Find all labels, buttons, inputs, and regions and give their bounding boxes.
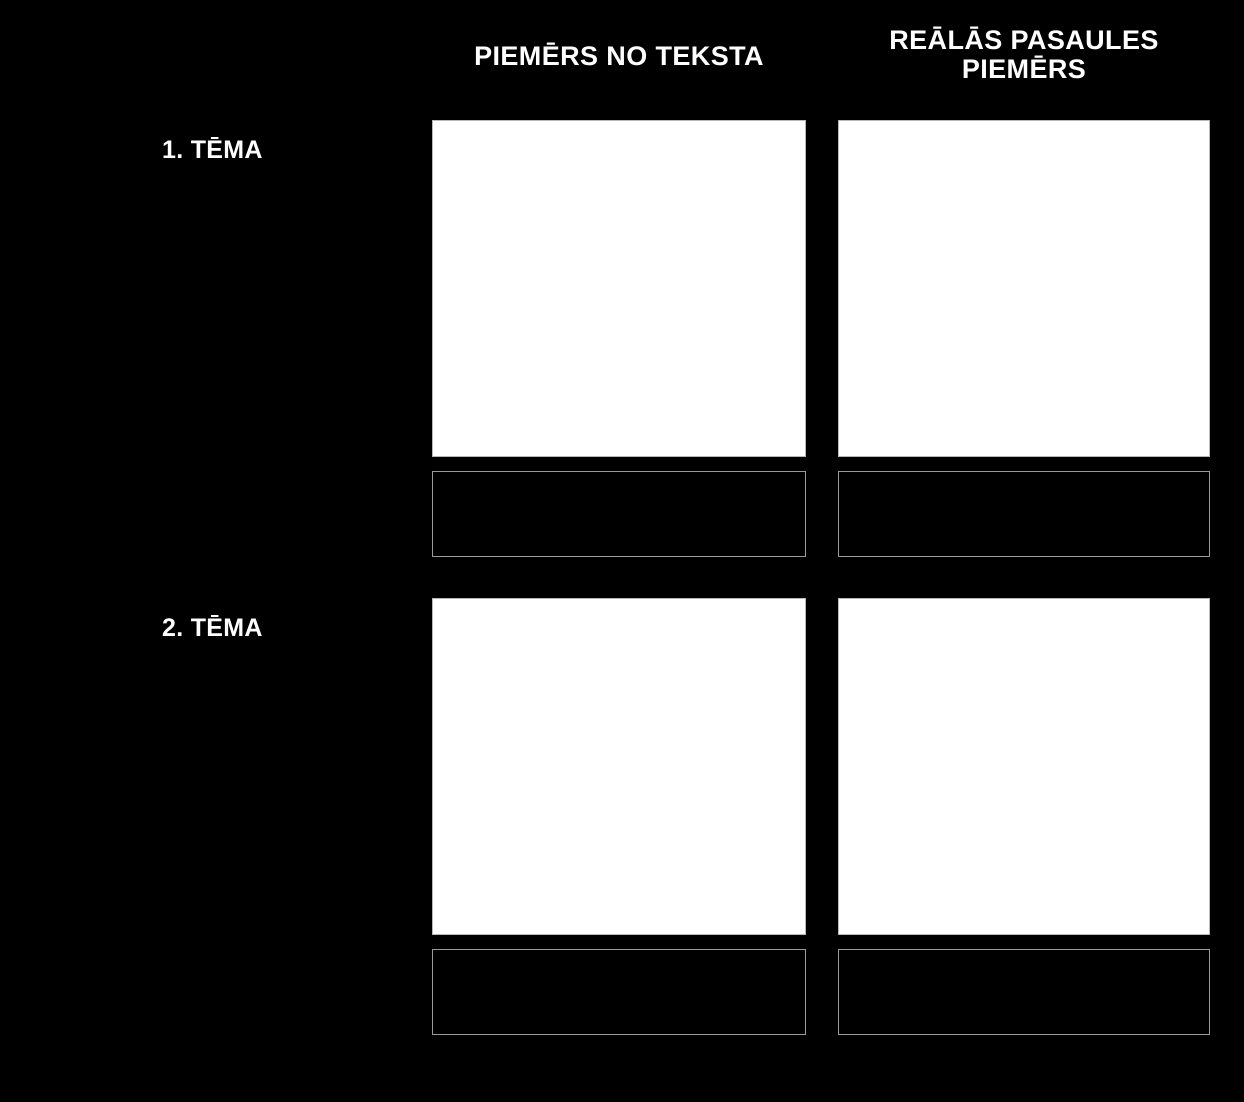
cell-caption-row2-col1[interactable] (432, 949, 806, 1035)
column-header-text-example: PIEMĒRS NO TEKSTA (474, 41, 764, 71)
row-label-theme-1: 1. TĒMA (162, 136, 263, 164)
cell-caption-row1-col2[interactable] (838, 471, 1210, 557)
cell-image-row2-col2[interactable] (838, 598, 1210, 935)
cell-caption-row1-col1[interactable] (432, 471, 806, 557)
cell-image-row2-col1[interactable] (432, 598, 806, 935)
row-label-theme-2: 2. TĒMA (162, 614, 263, 642)
cell-caption-row2-col2[interactable] (838, 949, 1210, 1035)
cell-image-row1-col2[interactable] (838, 120, 1210, 457)
cell-image-row1-col1[interactable] (432, 120, 806, 457)
column-header-real-world-example: REĀLĀS PASAULES PIEMĒRS (889, 25, 1159, 85)
